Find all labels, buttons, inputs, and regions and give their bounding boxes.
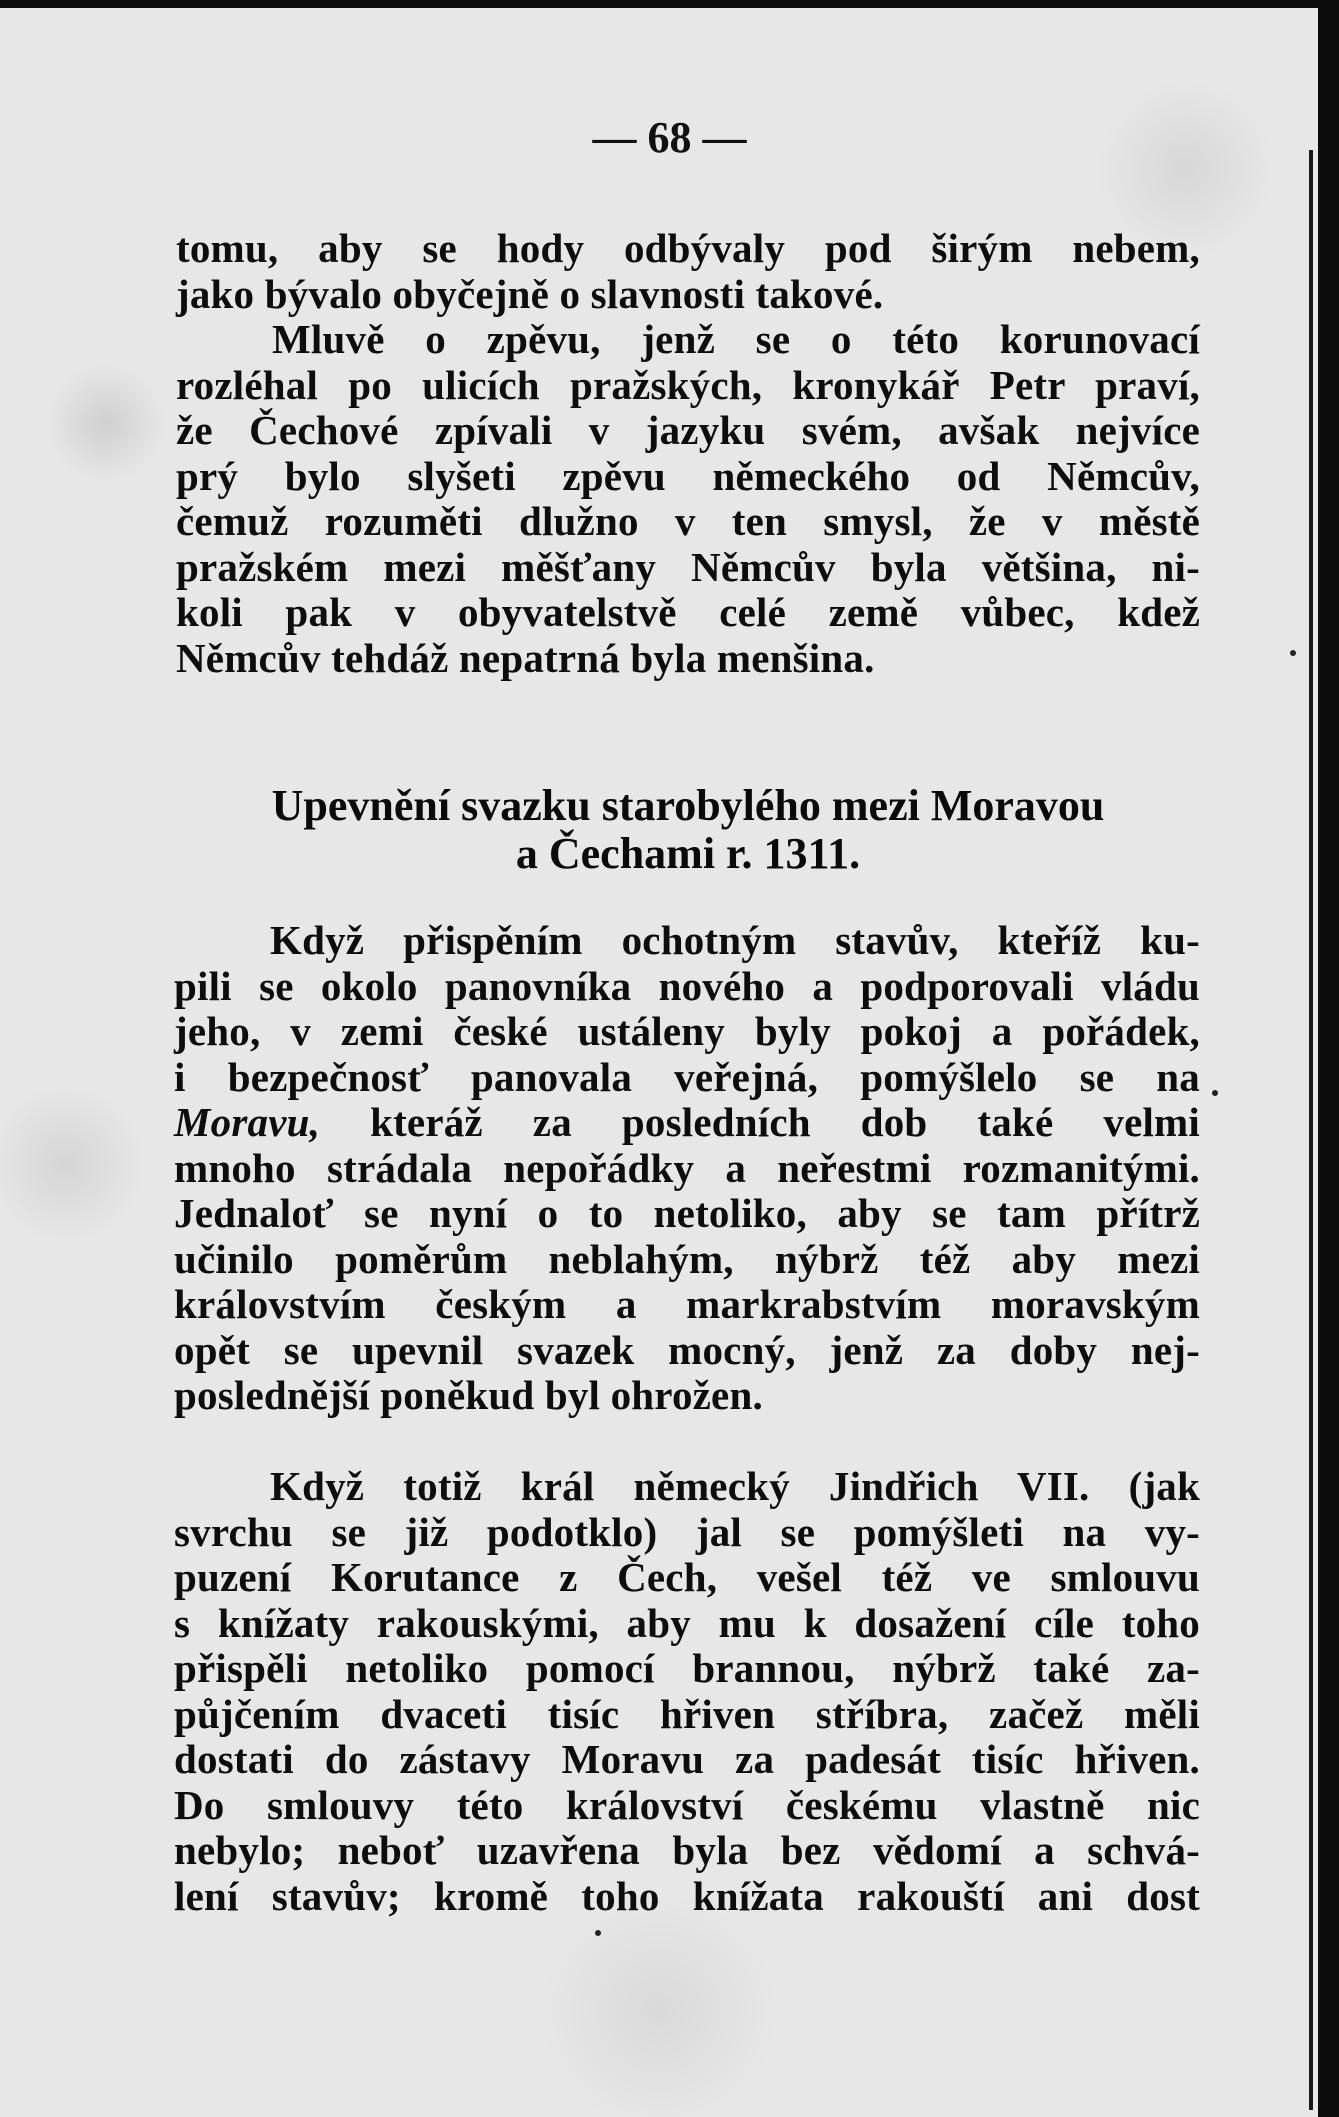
- text-line: tomu, aby se hody odbývaly pod širým nebem,: [176, 225, 1200, 271]
- text-line: přispěli netoliko pomocí brannou, nýbrž také za-: [174, 1645, 1200, 1691]
- text-line: s knížaty rakouskými, aby mu k dosažení cíle toho: [174, 1599, 1200, 1646]
- paragraph-continuation: [176, 226, 1200, 317]
- text-line: dostati do zástavy Moravu za padesát tisíc hřiven.: [174, 1736, 1200, 1782]
- heading-line: a Čechami r. 1311.: [515, 829, 861, 878]
- text-line: pili se okolo panovníka nového a podporovali vládu: [174, 962, 1200, 1009]
- paragraph-kdyz-prispenim: [174, 918, 1200, 1419]
- scan-top-edge: [0, 0, 1339, 8]
- text-line: koli pak v obyvatelstvě celé země vůbec, kdež: [176, 589, 1200, 635]
- text-line: nebylo; neboť uzavřena byla bez vědomí a schvá-: [174, 1827, 1200, 1873]
- text-line: Mluvě o zpěvu, jenž se o této korunovací: [272, 316, 1200, 362]
- paragraph-mluve: [176, 317, 1200, 681]
- text-line: lení stavův; kromě toho knížata rakouští ani dost: [174, 1872, 1200, 1919]
- page-number: — 68 —: [592, 113, 747, 162]
- paragraph-kdyz-totiz: [174, 1464, 1200, 1919]
- text-line: jeho, v zemi české ustáleny byly pokoj a pořádek,: [174, 1008, 1200, 1054]
- text-line: půjčením dvaceti tisíc hřiven stříbra, začež měli: [174, 1690, 1200, 1737]
- text-line: i bezpečnosť panovala veřejná, pomýšlelo se na: [174, 1053, 1200, 1100]
- section-heading: [176, 782, 1200, 878]
- text-line: Němcův tehdáž nepatrná byla menšina.: [176, 634, 875, 681]
- binding-rule: [1309, 150, 1313, 2110]
- text-line: Když přispěním ochotným stavův, kteříž ku-: [270, 917, 1200, 963]
- text-line: jako bývalo obyčejně o slavnosti takové.: [176, 270, 884, 317]
- heading-line: Upevnění svazku starobylého mezi Moravou: [271, 781, 1105, 830]
- scan-right-edge: [1318, 0, 1339, 2117]
- text-line: opět se upevnil svazek mocný, jenž za doby nej-: [174, 1326, 1200, 1373]
- italic-word: Moravu,: [174, 1099, 321, 1145]
- text-line: čemuž rozuměti dlužno v ten smysl, že v městě: [176, 498, 1200, 544]
- text-fragment: kteráž za posledních dob také velmi: [370, 1099, 1201, 1145]
- text-line: učinilo poměrům neblahým, nýbrž též aby mezi: [174, 1235, 1200, 1282]
- text-line: Jednaloť se nyní o to netoliko, aby se tam přítrž: [174, 1190, 1200, 1236]
- text-line: prý bylo slyšeti zpěvu německého od Němcův,: [176, 452, 1200, 499]
- text-line: pražském mezi měšťany Němcův byla většina, ni-: [176, 543, 1200, 590]
- text-line: svrchu se již podotklo) jal se pomýšleti na vy-: [174, 1508, 1200, 1555]
- text-line: mnoho strádala nepořádky a neřestmi rozmanitými.: [174, 1144, 1200, 1191]
- ink-speck: [595, 1930, 601, 1936]
- text-line: puzení Korutance z Čech, vešel též ve smlouvu: [174, 1554, 1200, 1600]
- ink-speck: [1290, 650, 1296, 656]
- text-line: královstvím českým a markrabstvím moravským: [174, 1281, 1200, 1327]
- text-line: Když totiž král německý Jindřich VII. (jak: [270, 1463, 1200, 1509]
- text-line: že Čechové zpívali v jazyku svém, avšak nejvíce: [176, 407, 1200, 453]
- text-line: poslednější poněkud byl ohrožen.: [174, 1372, 763, 1418]
- text-line: rozléhal po ulicích pražských, kronykář Petr praví,: [176, 361, 1200, 408]
- text-line: [174, 1100, 1200, 1146]
- ink-speck: [1212, 1090, 1218, 1096]
- text-line: Do smlouvy této království českému vlastně nic: [174, 1781, 1200, 1828]
